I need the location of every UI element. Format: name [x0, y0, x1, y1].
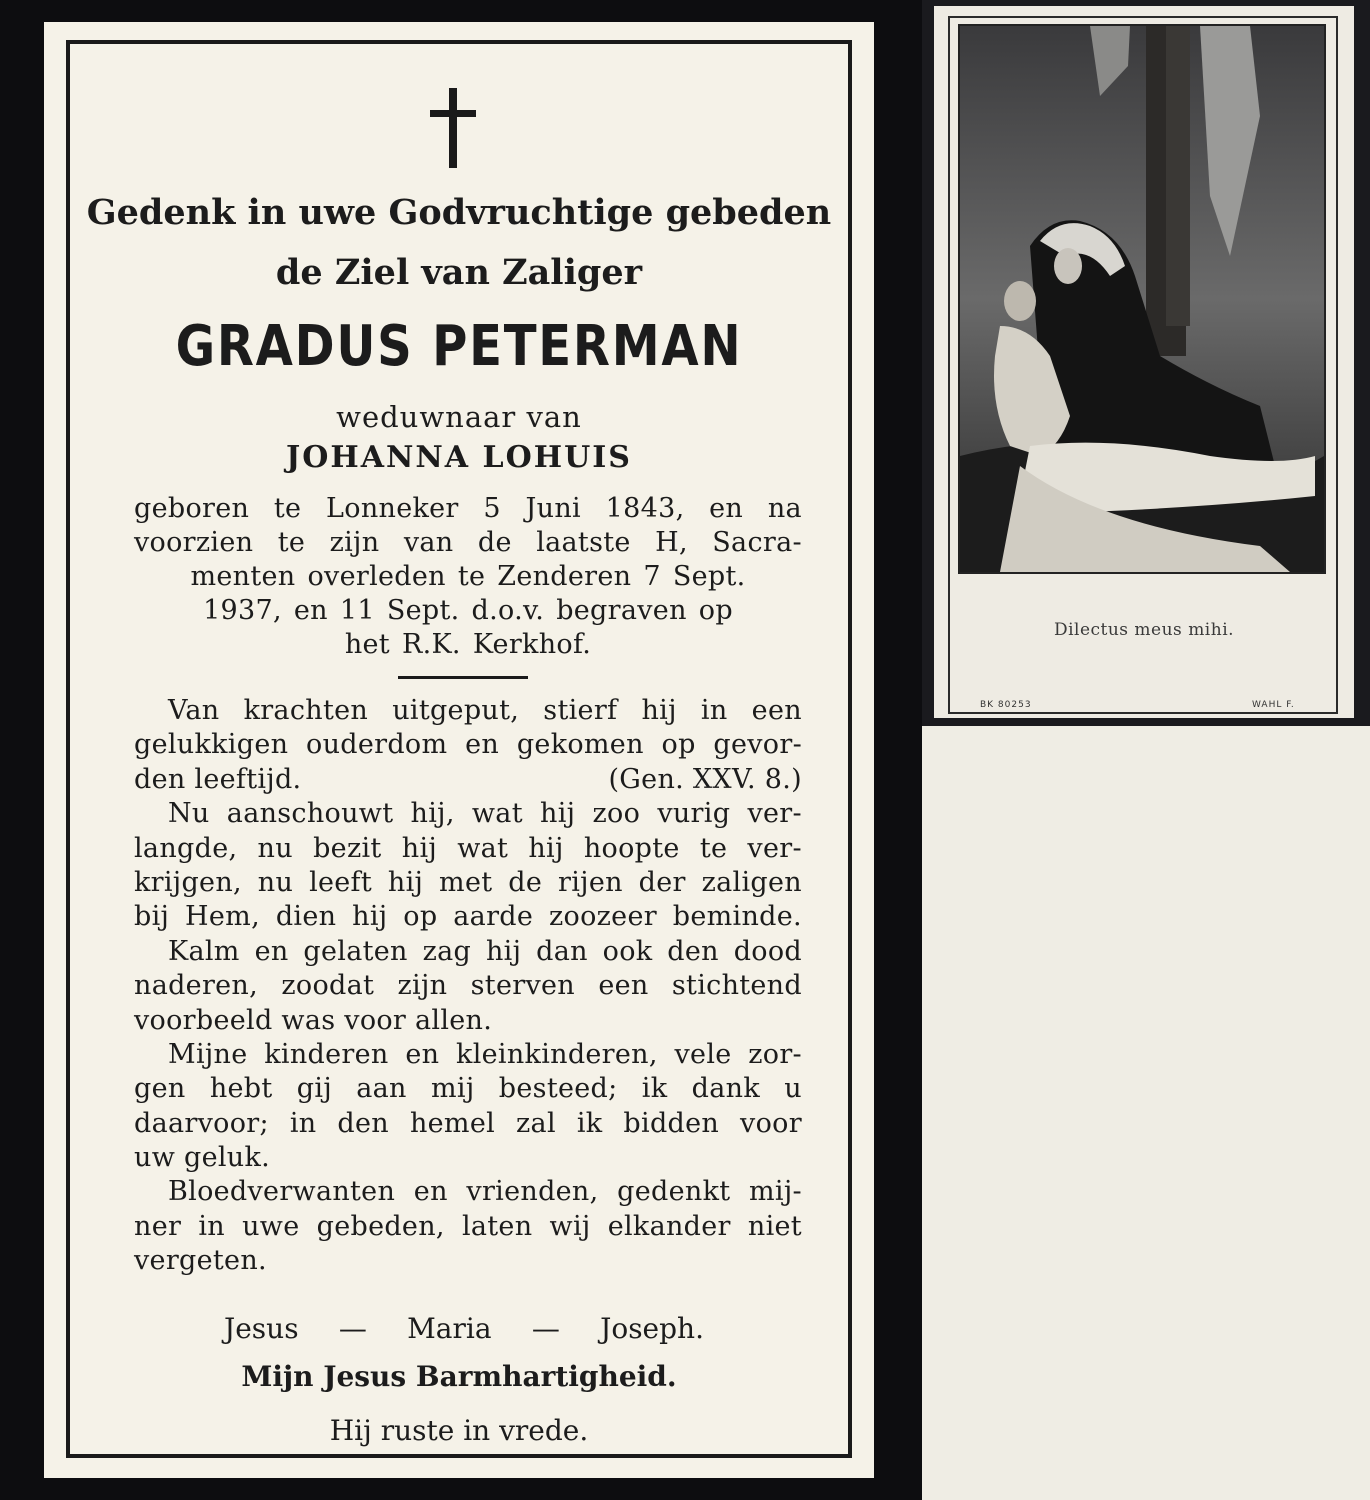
word: hij: [528, 832, 564, 864]
word: Mijne: [168, 1038, 248, 1070]
word: een: [598, 970, 649, 1002]
word: R.K.: [401, 629, 461, 660]
word: mij: [431, 1073, 475, 1105]
text-line: [134, 1175, 802, 1209]
word: laten: [461, 1210, 533, 1242]
text-line: [134, 1210, 802, 1244]
word: Juni: [525, 493, 581, 524]
word: hij: [641, 695, 677, 726]
biography-text: [134, 492, 802, 662]
word: ver-: [747, 798, 802, 830]
word: de: [477, 527, 512, 558]
word: elkander: [607, 1210, 731, 1242]
prayer-line-1: Gedenk in uwe Godvruchtige gebeden: [86, 192, 832, 233]
text-line: [134, 694, 802, 728]
name-word: —: [531, 1312, 560, 1345]
text-line: [134, 526, 802, 560]
word: 5: [483, 493, 501, 524]
word: vergeten.: [134, 1245, 267, 1277]
word: hij: [387, 866, 424, 898]
word: hij: [485, 935, 522, 967]
text-line: [134, 969, 802, 1003]
word: Kalm: [168, 935, 240, 967]
word: Zenderen: [497, 561, 632, 592]
word: 11: [339, 595, 375, 626]
word: Lonneker: [326, 493, 459, 524]
word: Sept.: [672, 561, 746, 592]
word: menten: [190, 561, 296, 592]
word: en: [709, 493, 744, 524]
word: hij: [540, 798, 576, 830]
word: zor-: [748, 1038, 802, 1070]
word: gelukkigen: [134, 729, 289, 761]
word: een: [751, 695, 802, 726]
word: vurig: [657, 798, 731, 830]
word: en: [465, 729, 500, 761]
word: hebt: [209, 1073, 273, 1105]
text-line: [134, 900, 802, 934]
word: bij: [134, 901, 170, 933]
deceased-name: GRADUS PETERMAN: [175, 314, 743, 379]
word: gedenkt: [617, 1176, 731, 1208]
word: voorzien: [134, 527, 254, 558]
word: rijen: [558, 866, 623, 898]
word: (Gen. XXV. 8.): [608, 763, 802, 795]
pieta-illustration: [958, 24, 1326, 574]
word: langde,: [134, 832, 238, 864]
word: met: [439, 866, 493, 898]
word: en: [413, 1176, 448, 1208]
word: voorbeeld was voor allen.: [134, 1004, 493, 1036]
word: uitgeput,: [392, 695, 520, 726]
word: 7: [643, 561, 661, 592]
text-line: [134, 1244, 802, 1278]
word: niet: [747, 1210, 802, 1242]
word: geboren: [134, 493, 250, 524]
word: en: [293, 595, 328, 626]
word: gij: [296, 1073, 332, 1105]
word: het: [344, 629, 390, 660]
name-word: Maria: [407, 1312, 492, 1345]
word: Nu: [168, 798, 210, 830]
word: stierf: [543, 695, 618, 726]
word: dood: [733, 935, 802, 967]
text-line: [134, 1004, 802, 1038]
word: zoodat: [281, 970, 375, 1002]
word: den: [337, 1107, 389, 1139]
word: wij: [549, 1210, 591, 1242]
word: kleinkinderen,: [456, 1038, 658, 1070]
word: gebeden,: [316, 1210, 445, 1242]
word: ik: [641, 1073, 668, 1105]
word: d.o.v.: [471, 595, 545, 626]
text-line: [134, 628, 802, 662]
word: zag: [422, 935, 472, 967]
word: dien: [275, 901, 337, 933]
word: aanschouwt: [226, 798, 394, 830]
word: dank: [691, 1073, 760, 1105]
word: krijgen,: [134, 866, 242, 898]
word: ouderdom: [306, 729, 448, 761]
text-line: [134, 594, 802, 628]
word: zal: [516, 1107, 556, 1139]
word: bezit: [313, 832, 382, 864]
word: leeft: [309, 866, 372, 898]
word: begraven: [556, 595, 687, 626]
word: kinderen: [264, 1038, 389, 1070]
word: zoozeer: [549, 901, 657, 933]
word: uwe: [242, 1210, 300, 1242]
spouse-name: JOHANNA LOHUIS: [286, 440, 632, 475]
word: voor: [740, 1107, 802, 1139]
word: den leeftijd.: [134, 763, 302, 795]
picture-caption: Dilectus meus mihi.: [1053, 620, 1235, 640]
word: hij: [352, 901, 388, 933]
word: zijn: [329, 527, 380, 558]
word: gelaten: [303, 935, 408, 967]
picture-card: [922, 0, 1370, 726]
word: vele: [674, 1038, 732, 1070]
word: op: [661, 729, 696, 761]
word: in: [700, 695, 728, 726]
word: bidden: [623, 1107, 720, 1139]
text-line: [134, 935, 802, 969]
word: stichtend: [671, 970, 802, 1002]
word: Kerkhof.: [472, 629, 592, 660]
word: aarde: [453, 901, 534, 933]
word: Bloedverwanten: [168, 1176, 396, 1208]
prayer-line-2: de Ziel van Zaliger: [275, 252, 643, 293]
word: op: [403, 901, 438, 933]
word: hij,: [410, 798, 455, 830]
word: H,: [655, 527, 688, 558]
word: Van: [168, 695, 220, 726]
holy-family-names: [224, 1312, 704, 1345]
text-line: [134, 1038, 802, 1072]
closing-prayer: Mijn Jesus Barmhartigheid.: [241, 1360, 677, 1393]
word: mij-: [749, 1176, 802, 1208]
print-code: BK 80253: [980, 700, 1032, 710]
word: hemel: [409, 1107, 496, 1139]
word: krachten: [243, 695, 369, 726]
word: 1843,: [605, 493, 685, 524]
word: hoopte: [583, 832, 680, 864]
word: op: [698, 595, 733, 626]
word: Sacra-: [712, 527, 802, 558]
word: nu: [257, 866, 294, 898]
word: gen: [134, 1073, 186, 1105]
word: gekomen: [516, 729, 644, 761]
text-line: [134, 1141, 802, 1175]
text-line: [134, 797, 802, 831]
word: te: [273, 493, 302, 524]
word: na: [767, 493, 802, 524]
word: in: [198, 1210, 225, 1242]
artist-credit: WAHL F.: [1252, 700, 1295, 710]
text-line: [134, 560, 802, 594]
word: Sept.: [386, 595, 460, 626]
word: den: [667, 935, 719, 967]
cross-icon: [430, 88, 476, 168]
word: en: [254, 935, 289, 967]
widower-of-label: weduwnaar van: [336, 400, 582, 434]
word: en: [405, 1038, 440, 1070]
word: in: [289, 1107, 317, 1139]
memorial-text: [134, 694, 802, 1279]
name-word: Joseph.: [600, 1312, 704, 1345]
word: dan: [536, 935, 588, 967]
text-line: [134, 763, 802, 797]
rest-in-peace: Hij ruste in vrede.: [329, 1414, 589, 1447]
word: wat: [471, 798, 523, 830]
word: sterven: [470, 970, 575, 1002]
word: vrienden,: [466, 1176, 599, 1208]
word: daarvoor;: [134, 1107, 269, 1139]
word: te: [457, 561, 486, 592]
word: ver-: [747, 832, 802, 864]
text-line: [134, 492, 802, 526]
word: laatste: [536, 527, 631, 558]
memorial-card-paper: [44, 22, 874, 1478]
text-line: [134, 1072, 802, 1106]
word: overleden: [307, 561, 446, 592]
word: der: [638, 866, 686, 898]
word: nu: [257, 832, 293, 864]
text-line: [134, 1107, 802, 1141]
word: wat: [457, 832, 509, 864]
text-line: [134, 728, 802, 762]
picture-card-paper: [934, 6, 1354, 718]
word: Hem,: [185, 901, 260, 933]
text-line: [134, 832, 802, 866]
word: van: [403, 527, 454, 558]
text-line: [134, 866, 802, 900]
word: ook: [602, 935, 653, 967]
name-word: Jesus: [224, 1312, 299, 1345]
word: ner: [134, 1210, 182, 1242]
word: ik: [576, 1107, 603, 1139]
word: te: [277, 527, 306, 558]
separator-rule: [398, 676, 528, 679]
word: gevor-: [713, 729, 802, 761]
word: beminde.: [672, 901, 802, 933]
word: u: [784, 1073, 802, 1105]
word: te: [699, 832, 728, 864]
word: uw geluk.: [134, 1142, 271, 1174]
word: zoo: [592, 798, 641, 830]
word: naderen,: [134, 970, 259, 1002]
word: zijn: [397, 970, 448, 1002]
word: besteed;: [498, 1073, 618, 1105]
name-word: —: [338, 1312, 367, 1345]
word: 1937,: [203, 595, 282, 626]
word: aan: [356, 1073, 407, 1105]
word: zaligen: [701, 866, 802, 898]
word: de: [508, 866, 543, 898]
word: hij: [401, 832, 438, 864]
